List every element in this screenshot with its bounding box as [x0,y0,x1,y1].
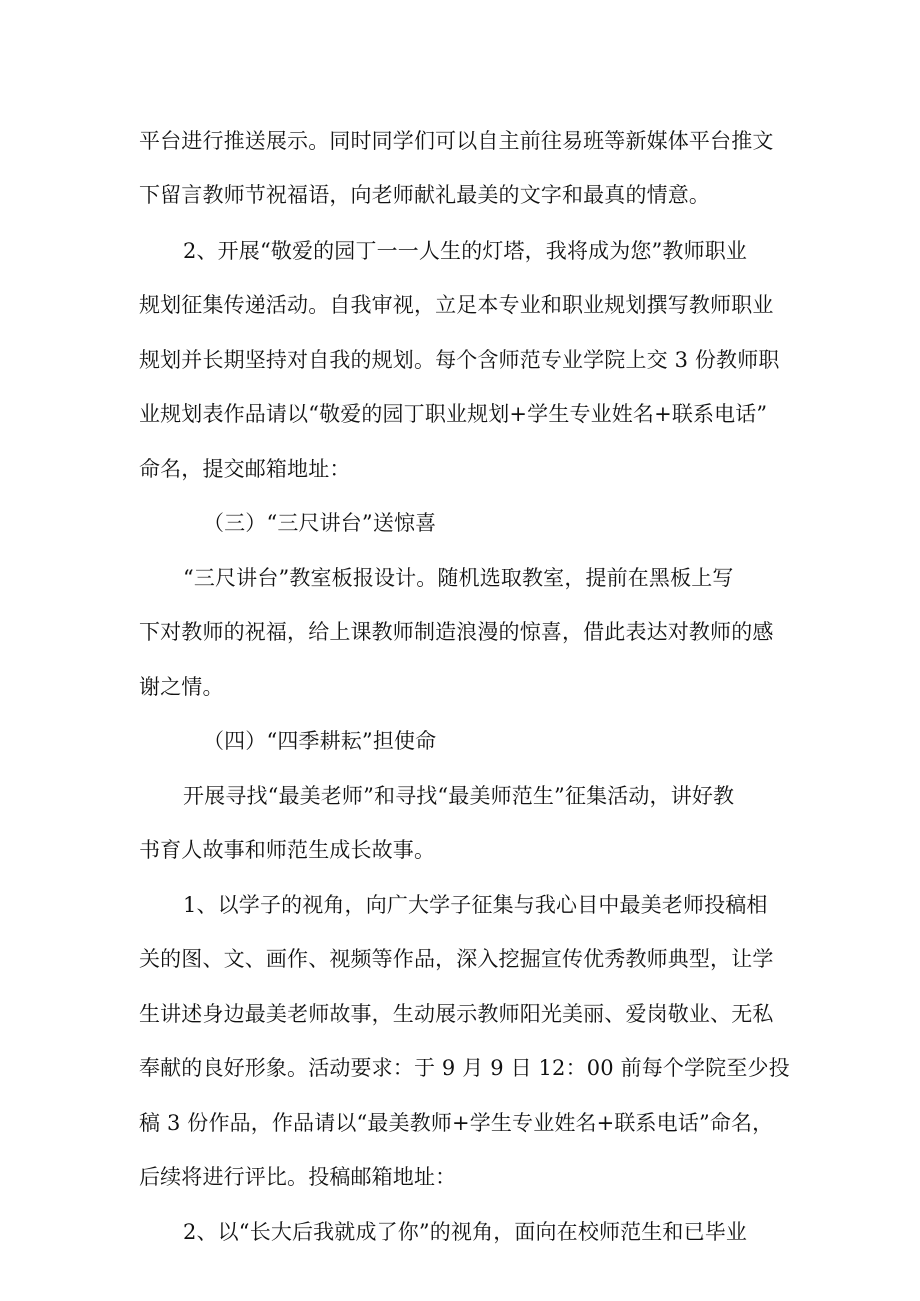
paragraph-line: 谢之情。 [139,675,224,699]
paragraph-line: 开展寻找“最美老师”和寻找“最美师范生”征集活动，讲好教 [183,784,735,808]
paragraph-line: 稿 3 份作品，作品请以“最美教师+学生专业姓名+联系电话”命名， [139,1111,774,1135]
paragraph-line: 规划并长期坚持对自我的规划。每个含师范专业学院上交 3 份教师职 [139,348,780,372]
paragraph-line: 生讲述身边最美老师故事，生动展示教师阳光美丽、爱岗敬业、无私 [139,1002,774,1026]
paragraph-line: 书育人故事和师范生成长故事。 [139,838,436,862]
paragraph-line: 关的图、文、画作、视频等作品，深入挖掘宣传优秀教师典型，让学 [139,947,774,971]
section-heading: （三）“三尺讲台”送惊喜 [203,511,437,535]
paragraph-line: 1、以学子的视角，向广大学子征集与我心目中最美老师投稿相 [183,893,768,917]
paragraph-line: 奉献的良好形象。活动要求：于 9 月 9 日 12：00 前每个学院至少投 [139,1056,790,1080]
paragraph-line: 命名，提交邮箱地址： [139,457,351,481]
paragraph-line: 2、开展“敬爱的园丁一一人生的灯塔，我将成为您”教师职业 [183,239,748,263]
paragraph-line: 下对教师的祝福，给上课教师制造浪漫的惊喜，借此表达对教师的感 [139,620,774,644]
paragraph-line: 规划征集传递活动。自我审视，立足本专业和职业规划撰写教师职业 [139,293,774,317]
paragraph-line: 下留言教师节祝福语，向老师献礼最美的文字和最真的情意。 [139,183,711,207]
paragraph-line: 业规划表作品请以“敬爱的园丁职业规划+学生专业姓名+联系电话” [139,402,768,426]
section-heading: （四）“四季耕耘”担使命 [203,729,437,753]
paragraph-line: 后续将进行评比。投稿邮箱地址： [139,1165,457,1189]
paragraph-line: 2、以“长大后我就成了你”的视角，面向在校师范生和已毕业 [183,1220,748,1244]
paragraph-line: “三尺讲台”教室板报设计。随机选取教室，提前在黑板上写 [183,566,734,590]
paragraph-line: 平台进行推送展示。同时同学们可以自主前往易班等新媒体平台推文 [139,129,774,153]
